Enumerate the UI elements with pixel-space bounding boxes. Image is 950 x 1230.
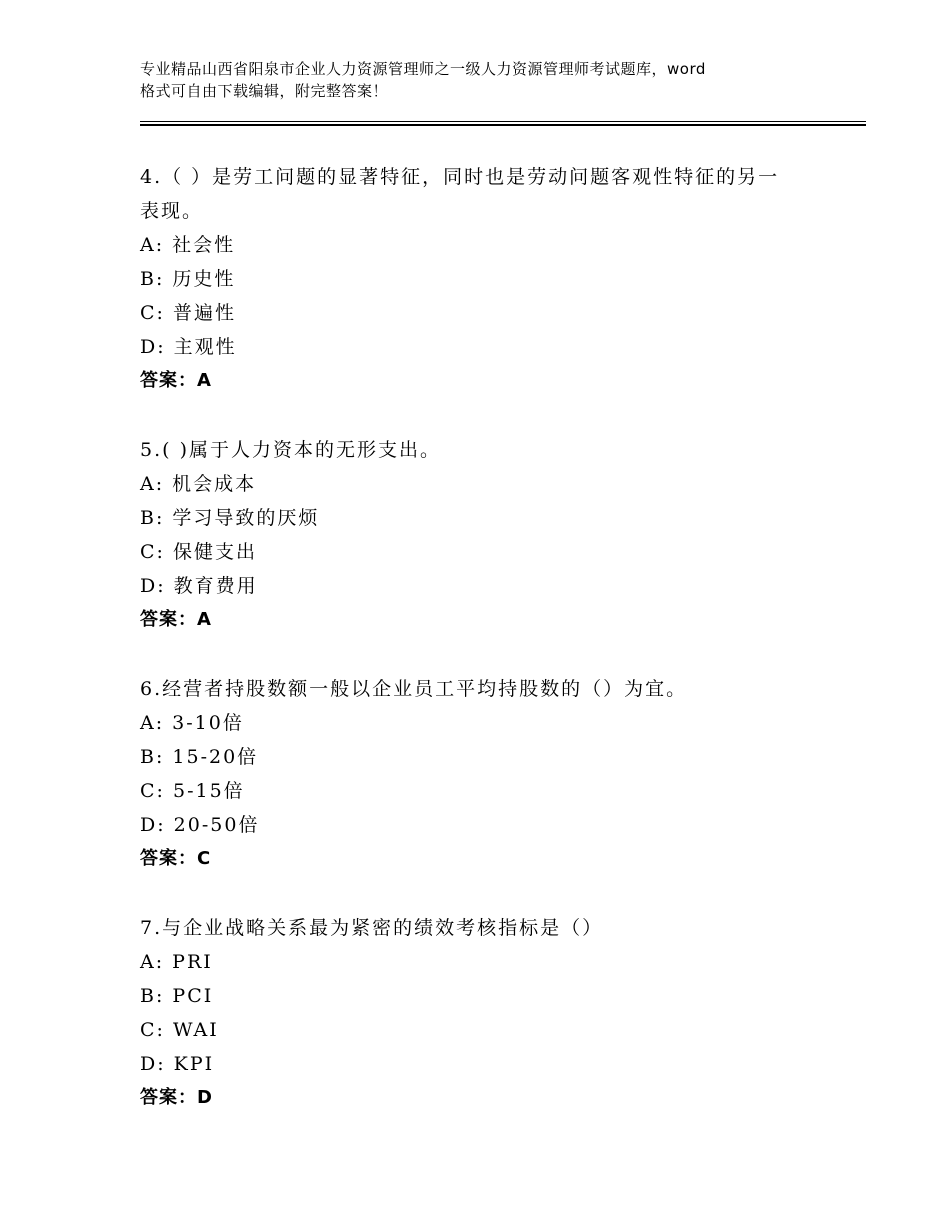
option-b: B: PCI — [140, 985, 214, 1007]
option-b: B: 15-20倍 — [140, 746, 259, 768]
option-b: B: 历史性 — [140, 268, 236, 290]
option-a: A: PRI — [140, 951, 213, 973]
header-title-line-2: 格式可自由下载编辑，附完整答案！ — [140, 82, 389, 100]
question-stem: 6.经营者持股数额一般以企业员工平均持股数的（）为宜。 — [140, 678, 688, 700]
question-6 — [140, 672, 830, 876]
option-c: C: 普遍性 — [140, 302, 236, 324]
answer-label: 答案：A — [140, 370, 212, 391]
question-stem-continued: 表现。 — [140, 200, 204, 222]
question-stem: 5.( )属于人力资本的无形支出。 — [140, 439, 441, 461]
question-spacer — [140, 637, 830, 672]
header-title-line-1: 专业精品山西省阳泉市企业人力资源管理师之一级人力资源管理师考试题库，word — [140, 60, 706, 78]
option-d: D: 主观性 — [140, 336, 237, 358]
option-b: B: 学习导致的厌烦 — [140, 507, 320, 529]
answer-label: 答案：A — [140, 609, 212, 630]
document-header — [140, 58, 840, 102]
option-d: D: 20-50倍 — [140, 814, 260, 836]
question-list — [140, 160, 830, 1115]
option-c: C: 保健支出 — [140, 541, 257, 563]
option-d: D: 教育费用 — [140, 575, 258, 597]
question-5 — [140, 433, 830, 637]
option-c: C: 5-15倍 — [140, 780, 245, 802]
question-7 — [140, 911, 830, 1115]
question-stem: 7.与企业战略关系最为紧密的绩效考核指标是（） — [140, 917, 604, 939]
option-a: A: 机会成本 — [140, 473, 257, 495]
question-4 — [140, 160, 830, 398]
header-divider-thin — [140, 121, 866, 122]
option-d: D: KPI — [140, 1053, 215, 1075]
question-spacer — [140, 398, 830, 433]
header-divider-thick — [140, 124, 866, 126]
answer-label: 答案：D — [140, 1087, 213, 1108]
question-stem: 4.（ ）是劳工问题的显著特征，同时也是劳动问题客观性特征的另一 — [140, 166, 780, 188]
answer-label: 答案：C — [140, 848, 212, 869]
option-c: C: WAI — [140, 1019, 219, 1041]
option-a: A: 社会性 — [140, 234, 236, 256]
option-a: A: 3-10倍 — [140, 712, 244, 734]
question-spacer — [140, 876, 830, 911]
